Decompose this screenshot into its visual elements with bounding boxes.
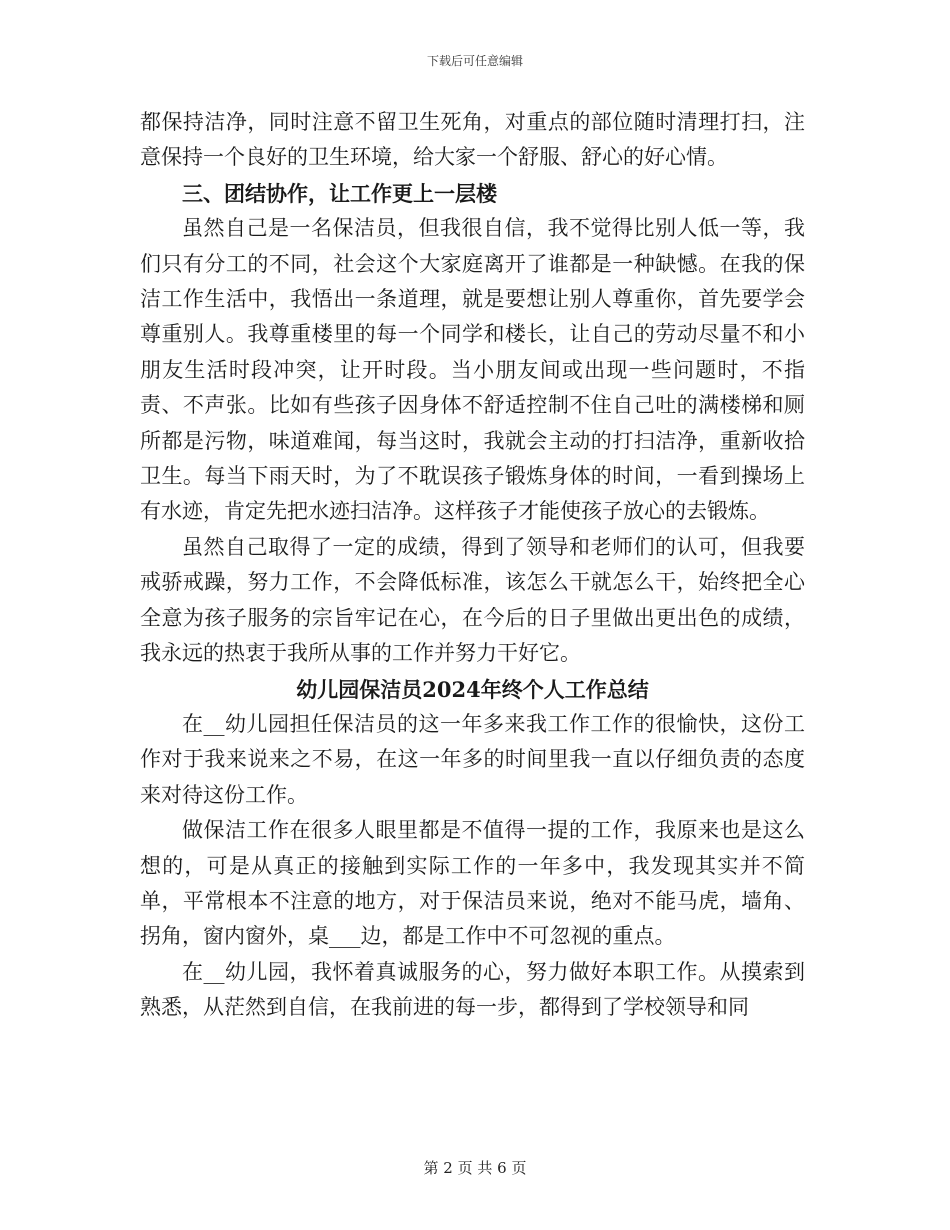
section-heading-3: 三、团结协作，让工作更上一层楼 <box>182 180 497 206</box>
paragraph-intro: 都保持洁净，同时注意不留卫生死角，对重点的部位随时清理打扫，注意保持一个良好的卫生环境，给大家一个舒服、舒心的好心情。 <box>140 110 805 170</box>
document-title: 幼儿园保洁员2024年终个人工作总结 <box>296 676 649 702</box>
document-body <box>140 105 805 1026</box>
paragraph-doc2-1: 在__幼儿园担任保洁员的这一年多来我工作工作的很愉快，这份工作对于我来说来之不易，在这一年多的时间里我一直以仔细负责的态度来对待这份工作。 <box>140 711 805 807</box>
page-number: 第 2 页 共 6 页 <box>423 1159 527 1177</box>
paragraph-section3-2: 虽然自己取得了一定的成绩，得到了领导和老师们的认可，但我要戒骄戒躁，努力工作，不会降低标准，该怎么干就怎么干，始终把全心全意为孩子服务的宗旨牢记在心，在今后的日子里做出更出色的成绩，我永远的热衷于我所从事的工作并努力干好它。 <box>140 534 805 666</box>
paragraph-section3-1: 虽然自己是一名保洁员，但我很自信，我不觉得比别人低一等，我们只有分工的不同，社会这个大家庭离开了谁都是一种缺憾。在我的保洁工作生活中，我悟出一条道理，就是要想让别人尊重你，首先要学会尊重别人。我尊重楼里的每一个同学和楼长，让自己的劳动尽量不和小朋友生活时段冲突，让开时段。当小朋友间或出现一些问题时，不指责、不声张。比如有些孩子因身体不舒适控制不住自己吐的满楼梯和厕所都是污物，味道难闻，每当这时，我就会主动的打扫洁净，重新收拾卫生。每当下雨天时，为了不耽误孩子锻炼身体的时间，一看到操场上有水迹，肯定先把水迹扫洁净。这样孩子才能使孩子放心的去锻炼。 <box>140 216 805 524</box>
paragraph-doc2-2: 做保洁工作在很多人眼里都是不值得一提的工作，我原来也是这么想的，可是从真正的接触到实际工作的一年多中，我发现其实并不简单，平常根本不注意的地方，对于保洁员来说，绝对不能马虎，墙角、拐角，窗内窗外，桌___边，都是工作中不可忽视的重点。 <box>140 818 805 949</box>
paragraph-doc2-3: 在__幼儿园，我怀着真诚服务的心，努力做好本职工作。从摸索到熟悉，从茫然到自信，在我前进的每一步，都得到了学校领导和同 <box>140 959 805 1020</box>
header-note: 下载后可任意编辑 <box>426 54 523 68</box>
